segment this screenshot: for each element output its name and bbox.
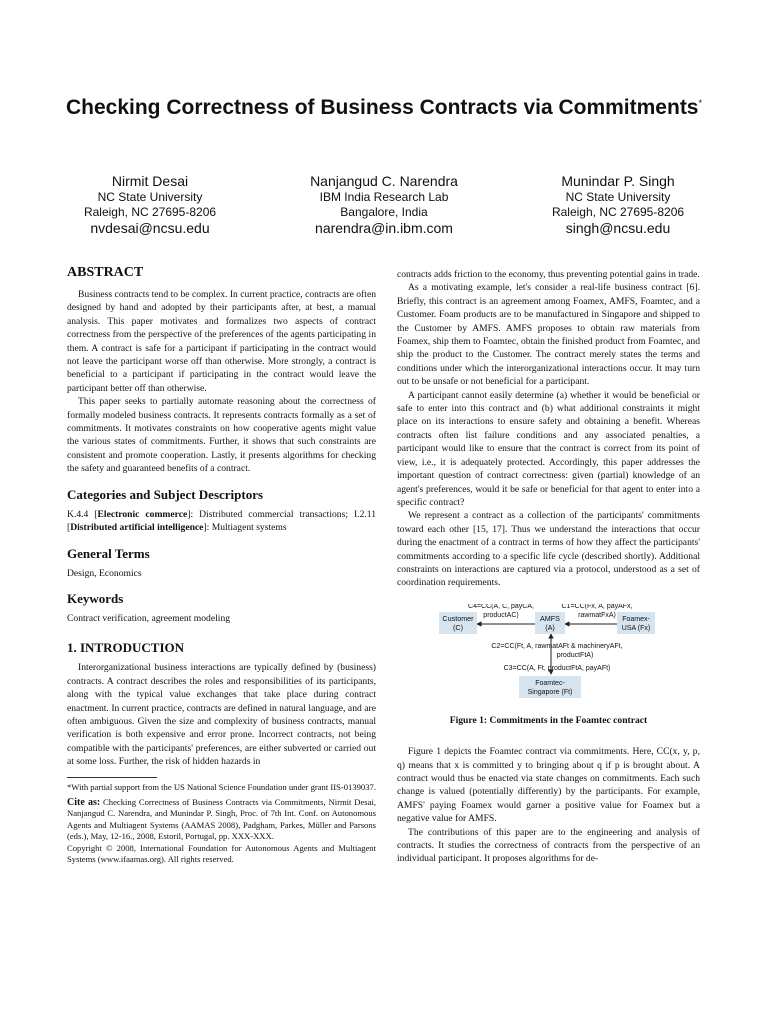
label-c2-line1: C2=CC(Ft, A, rawmatAFt & machineryAFt, (491, 642, 623, 650)
author-3 (508, 172, 728, 237)
author-address: Raleigh, NC 27695-8206 (551, 205, 685, 219)
author-name: Nanjangud C. Narendra (310, 173, 458, 189)
author-name: Munindar P. Singh (561, 173, 675, 189)
author-email: narendra@in.ibm.com (315, 220, 453, 236)
node-customer-label: Customer (442, 613, 474, 623)
figure-1 (397, 604, 700, 708)
abstract-heading: ABSTRACT (67, 265, 144, 280)
label-c1-line1: C1=CC(Fx, A, payAFx, (561, 603, 633, 610)
author-block (40, 172, 728, 237)
categories-text (67, 508, 376, 535)
cat-bold-2: Distributed artificial intelligence (70, 522, 204, 534)
label-c3: C3=CC(A, Ft, productFtA, payAFt) (503, 664, 611, 672)
node-customer-abbr: (C) (453, 622, 463, 632)
author-org: IBM India Research Lab (319, 190, 449, 204)
abstract-paragraph-1: Business contracts tend to be complex. In current practice, contracts are often designed by hand and adopted by their participants after, at best, a manual analysis. This paper motivates and formalizes two aspects of contract correctness from the perspective of the preferences of the agents participating in them. A contract is safe for a participant if participating in the contract would not leave the participant worse off than otherwise. More strongly, a contract is beneficial to a participant if participating in the contract would leave the participant better off than otherwise. (67, 289, 376, 394)
author-email: nvdesai@ncsu.edu (90, 220, 210, 236)
node-foamtec-abbr: Singapore (Ft) (527, 688, 573, 696)
paper-title (60, 90, 708, 121)
title-text: Checking Correctness of Business Contracts via Commitments (65, 96, 699, 119)
introduction-paragraph-1: Interorganizational business interactions are typically defined by (business) contracts. A contract describes the roles and responsibilities of its participants, along with the typical value exchanges that take place during contract enactment. In current practice, contracts are defined in natural language, and are often ambiguous. Given the size and complexity of business contracts, manual verification is both expensive and error prone. Incorrect contracts, not being compatible with the participants' preferences, are either subverted or carried out at some loss. Further, the risk of hidden hazards in (67, 662, 376, 768)
node-foamtec-label: Foamtec- (535, 679, 565, 687)
author-org: NC State University (97, 190, 203, 204)
cat-bold-1: Electronic commerce (97, 508, 188, 520)
right-paragraph-0: contracts adds friction to the economy, thus preventing potential gains in trade. (397, 269, 700, 280)
cite-text: Checking Correctness of Business Contracts via Commitments, Nirmit Desai, Nanjangud C. Narendra, and Munindar P. Singh, Proc. of 7th Int. Conf. on Autonomous Agents and Multiagent Systems (AAMAS 2008), Padgham, Parkes, Müller and Parsons (eds.), May, 12-16., 2008, Estoril, Portugal, pp. XXX-XXX. (67, 796, 376, 842)
cat-part-1: K.4.4 [ (67, 508, 98, 520)
author-org: NC State University (565, 190, 671, 204)
node-foamex-abbr: USA (Fx) (621, 624, 651, 632)
right-paragraph-5: The contributions of this paper are to the engineering and analysis of contracts. It studies the correctness of contracts from the perspective of an individual participant. It proposes algorithms for de- (397, 826, 700, 865)
label-c4-line1: C4=CC(A, C, payCA, (468, 603, 534, 610)
label-c4-line2: productAC) (483, 611, 519, 619)
author-2 (274, 172, 494, 237)
keywords-heading: Keywords (67, 590, 124, 606)
right-column (397, 268, 700, 866)
footnote-funding: *With partial support from the US National Science Foundation under grant IIS-0139037. (67, 781, 376, 792)
author-name: Nirmit Desai (111, 173, 189, 189)
right-paragraph-4: Figure 1 depicts the Foamtec contract via commitments. Here, CC(x, y, p, q) means that x is committed y to bringing about q if p is brought about. A contract would thus be enacted via state changes on commitments. Each such change is valued (potentially differently) by the participants. For example, AMFS' paying Foamex would garner a positive value for Foamex but a negative value for AMFS. (397, 746, 700, 825)
footnote-rule (67, 777, 157, 778)
label-c2-line2: productFtA) (556, 651, 594, 659)
figure-1-caption: Figure 1: Commitments in the Foamtec contract (449, 714, 648, 726)
node-amfs-label: AMFS (540, 613, 560, 623)
right-paragraph-1: As a motivating example, let's consider a real-life business contract [6]. Briefly, this contract is an agreement among Foamex, AMFS, Foamtec, and a Customer. Foam products are to be manufactured in Singapore and shipped to the Customer by AMFS. AMFS proposes to obtain raw materials from Foamex, ship them to Foamtec, obtain the finished product from Foamtec, and ship the product to the Customer. The contract merely states the terms and conditions under which the interorganizational interactions occur. It may turn out to be unsafe or not beneficial for a participant. (397, 282, 700, 388)
author-1 (40, 172, 260, 237)
cat-part-3: ]: Multiagent systems (203, 522, 287, 534)
author-address: Raleigh, NC 27695-8206 (83, 205, 217, 219)
commitment-diagram (397, 604, 700, 708)
cite-label: Cite as: (67, 796, 101, 808)
node-foamex-label: Foamex- (622, 615, 650, 623)
keywords-text: Contract verification, agreement modeling (67, 612, 231, 624)
right-paragraph-2: A participant cannot easily determine (a) whether it would be beneficial or safe to enter into this contract and (b) what additional constraints it might place on its interactions to ensure safety and obtaining a benefit. Whereas contracts often list failure conditions and any associated penalties, a participant would like to ensure that the contract is correct from its point of view, i.e., it is adequately protected. Accordingly, this paper addresses the important question of contract correctness: given (partial) knowledge of an agent's preferences, would it be safe or beneficial for that agent to enter into a specific contract? (397, 389, 700, 508)
general-terms-heading: General Terms (67, 545, 150, 561)
author-email: singh@ncsu.edu (565, 220, 671, 236)
abstract-paragraph-2: This paper seeks to partially automate reasoning about the correctness of formally modeled business contracts. It represents contracts formally as a set of commitments. It motivates constraints on how cooperative agents might value the various states of commitments. Further, it shows that such constraints are consistent and promote cooperation. Lastly, it presents algorithms for checking the safety and guaranteed benefits of a contract. (67, 396, 376, 475)
cat-part-2: ]: Distributed commercial transactions; I.2.11 [ (67, 508, 377, 534)
categories-heading: Categories and Subject Descriptors (67, 486, 264, 502)
title-footnote-mark: * (698, 98, 703, 108)
introduction-heading: 1. INTRODUCTION (67, 640, 185, 656)
general-terms-text: Design, Economics (67, 567, 142, 579)
right-paragraph-3: We represent a contract as a collection of the participants' commitments toward each other [15, 17]. Thus we understand the interactions that occur during the enactment of a contract in terms of how they affect the participants' commitments according to a specific life cycle (described shortly). Additional constraints on interactions are captured via a protocol, understood as a set of coordination requirements. (397, 510, 700, 589)
cite-as (67, 797, 376, 843)
label-c1-line2: rawmatFxA) (578, 611, 616, 619)
author-address: Bangalore, India (340, 205, 428, 219)
left-column (67, 264, 376, 865)
copyright: Copyright © 2008, International Foundation for Autonomous Agents and Multiagent Systems (www.ifaamas.org). All rights reserved. (67, 842, 376, 864)
node-amfs-abbr: (A) (545, 622, 555, 632)
